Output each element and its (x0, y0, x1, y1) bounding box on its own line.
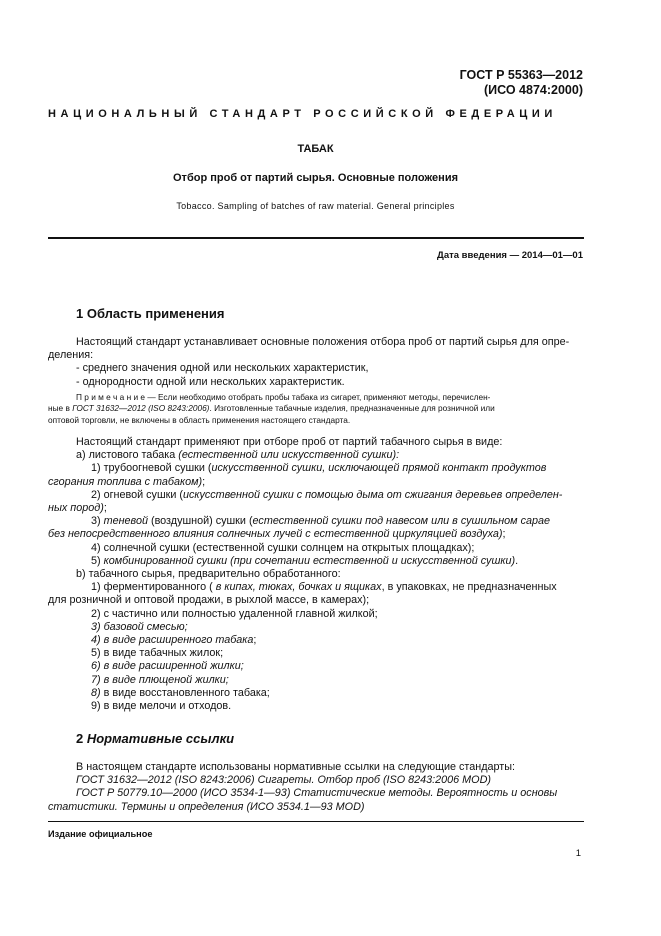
item-b-5: 5) в виде табачных жилок; (91, 647, 224, 660)
item-b-2: 2) с частично или полностью удаленной главной жилкой; (91, 607, 378, 620)
item-b-4: 4) в виде расширенного табака; (91, 634, 257, 647)
item-a-2-cont: ных пород); (48, 502, 107, 515)
bullet-mean: - среднего значения одной или нескольких характеристик, (76, 362, 369, 375)
item-b-9: 9) в виде мелочи и отходов. (91, 700, 232, 713)
page-number: 1 (575, 848, 581, 859)
note-line-3: оптовой торговли, не включены в область применения настоящего стандарта. (48, 414, 351, 425)
document-subtitle: Отбор проб от партий сырья. Основные положения (173, 172, 458, 184)
item-b-6: 6) в виде расширенной жилки; (91, 660, 244, 673)
gost-reference: ГОСТ 31632—2012 (ISO 8243:2006) (72, 403, 210, 414)
item-a-2: 2) огневой сушки (искусственной сушки с помощью дыма от сжигания деревьев определен- (91, 488, 563, 501)
reference-gost-50779: ГОСТ Р 50779.10—2000 (ИСО 3534-1—93) Статистические методы. Вероятность и основы (76, 787, 558, 800)
raw-material-list (48, 436, 584, 713)
normative-references (48, 761, 584, 814)
intro-line-2: деления: (48, 349, 94, 362)
standard-code: ГОСТ Р 55363—2012 (459, 68, 583, 82)
item-b-7: 7) в виде плющеной жилки; (91, 673, 229, 686)
item-a-1-cont: сгорания топлива с табаком); (48, 475, 206, 488)
note-block (48, 392, 584, 426)
note-line-2: ные в ГОСТ 31632—2012 (ISO 8243:2006). Изготовленные табачные изделия, предназначенные для розничной или (48, 403, 495, 414)
item-b-1: 1) ферментированного ( в кипах, тюках, бочках и ящиках, в упаковках, не предназначенных (91, 581, 557, 594)
section-2-heading: 2 Нормативные ссылки (76, 731, 235, 746)
item-b-8: 8) в виде восстановленного табака; (91, 686, 270, 699)
item-a-3: 3) теневой (воздушной) сушки (естественной сушки под навесом или в сушильном сарае (91, 515, 550, 528)
apply-line: Настоящий стандарт применяют при отборе проб от партий табачного сырья в виде: (76, 436, 503, 448)
item-b: b) табачного сырья, предварительно обработанного: (76, 568, 341, 581)
item-a-3-cont: без непосредственного влияния солнечных лучей с естественной циркуляцией воздуха); (48, 528, 506, 541)
references-intro: В настоящем стандарте использованы нормативные ссылки на следующие стандарты: (76, 761, 515, 773)
official-edition: Издание официальное (48, 829, 153, 839)
item-a-5: 5) комбинированной сушки (при сочетании естественной и искусственной сушки). (91, 554, 519, 567)
item-b-1-cont: для розничной и оптовой продажи, в рыхлой массе, в камерах); (48, 594, 370, 607)
iso-code: (ИСО 4874:2000) (484, 83, 583, 97)
item-a-1: 1) трубоогневой сушки (искусственной сушки, исключающей прямой контакт продуктов (91, 462, 547, 475)
header-divider (48, 237, 584, 239)
bullet-uniformity: - однородности одной или нескольких характеристик. (76, 375, 345, 388)
national-standard-banner: НАЦИОНАЛЬНЫЙ СТАНДАРТ РОССИЙСКОЙ ФЕДЕРАЦИИ (48, 108, 557, 120)
document-subtitle-english: Tobacco. Sampling of batches of raw material. General principles (176, 201, 455, 211)
intro-line-1: Настоящий стандарт устанавливает основные положения отбора проб от партий сырья для опре- (76, 336, 570, 348)
item-a-4: 4) солнечной сушки (естественной сушки солнцем на открытых площадках); (91, 541, 475, 554)
reference-gost-50779-cont: статистики. Термины и определения (ИСО 3534.1—93 MOD) (48, 800, 365, 813)
section-1-heading: 1 Область применения (76, 306, 225, 321)
item-a: a) листового табака (естественной или искусственной сушки): (76, 449, 400, 462)
section-1-intro (48, 336, 584, 389)
item-b-3: 3) базовой смесью; (91, 620, 188, 633)
document-title: ТАБАК (297, 143, 334, 155)
reference-gost-31632: ГОСТ 31632—2012 (ISO 8243:2006) Сигареты. Отбор проб (ISO 8243:2006 MOD) (76, 774, 491, 787)
note-line-1: П р и м е ч а н и е — Если необходимо отобрать пробы табака из сигарет, применяют методы, перечислен- (76, 392, 491, 402)
footer-divider (48, 821, 584, 822)
effective-date: Дата введения — 2014—01—01 (437, 250, 583, 261)
